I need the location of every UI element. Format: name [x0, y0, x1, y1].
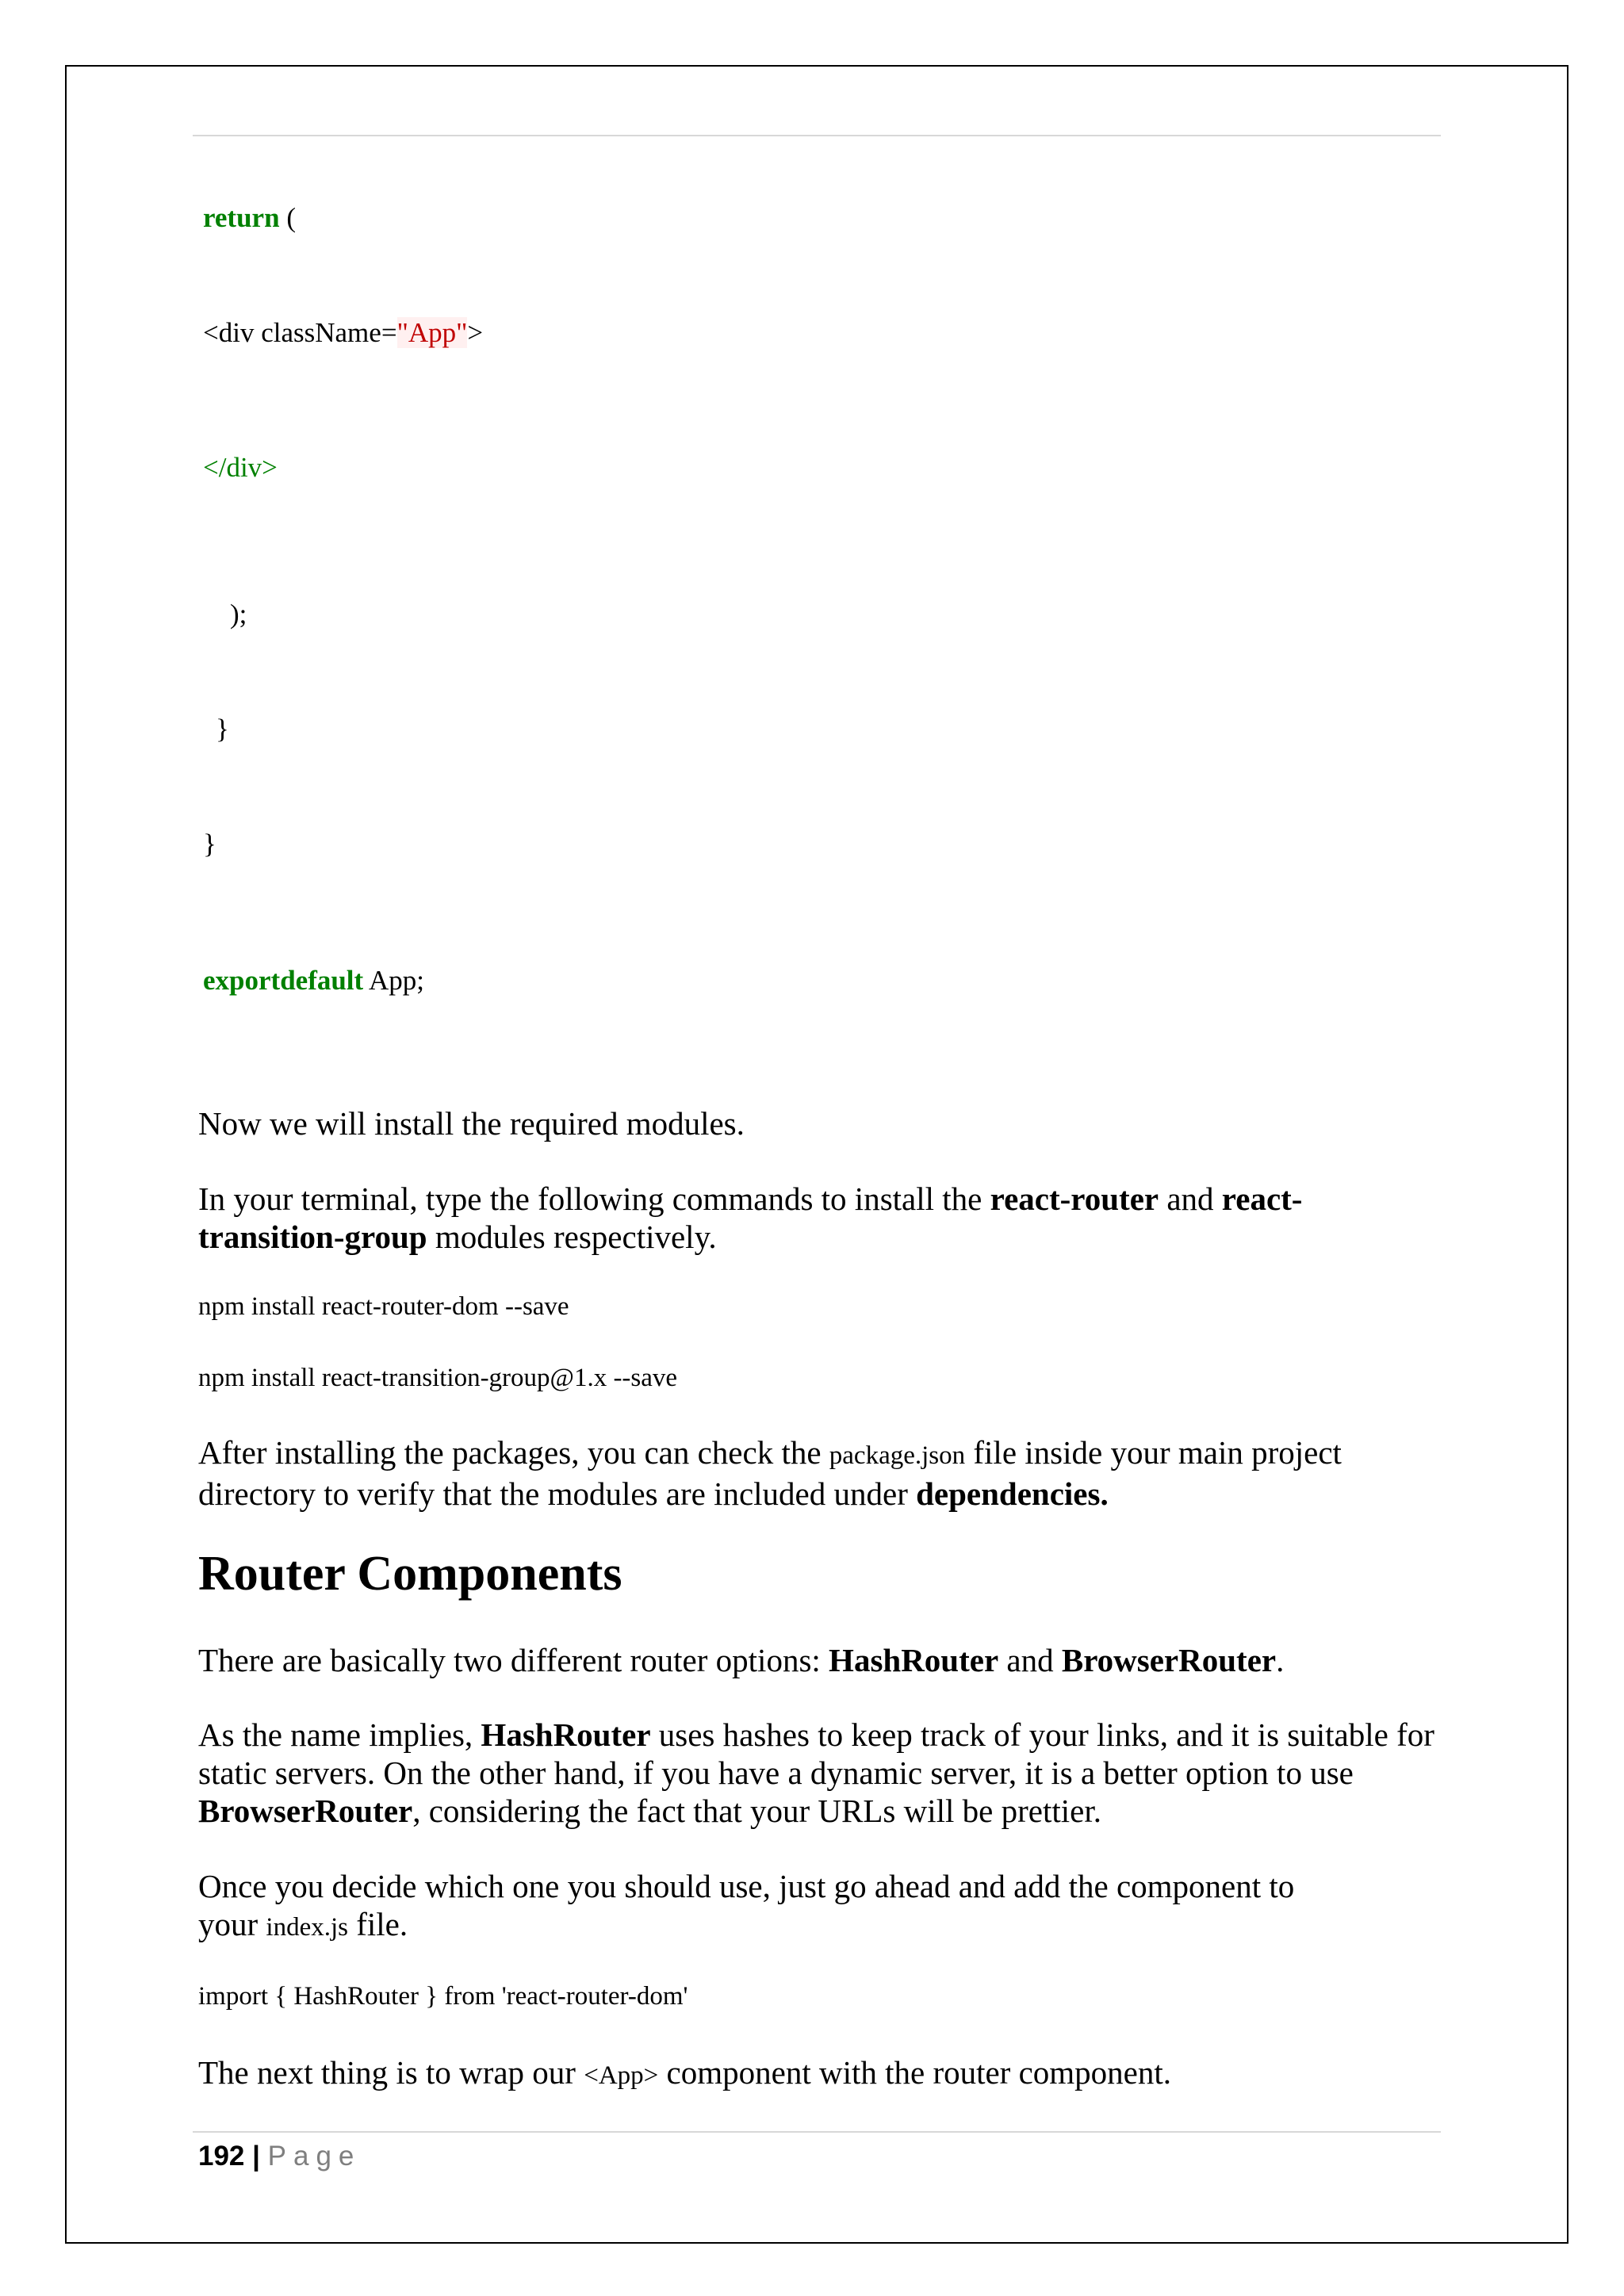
code-line-return: return ( — [203, 202, 296, 233]
paragraph-wrap-app: The next thing is to wrap our <App> component with the router component. — [198, 2054, 1172, 2091]
code-line-div-close: </div> — [203, 452, 278, 483]
paragraph-install-intro: Now we will install the required modules. — [198, 1105, 745, 1142]
header-rule — [193, 135, 1441, 136]
code-line-close-brace-2: } — [203, 828, 216, 859]
code-line-div-open: <div className="App"> — [203, 317, 484, 348]
page-number: 192 — [198, 2141, 245, 2172]
code-line-close-brace-1: } — [216, 714, 229, 744]
paragraph-router-options: There are basically two different router options: HashRouter and BrowserRouter. — [198, 1642, 1285, 1678]
paragraph-hashrouter: As the name implies, HashRouter uses hashes to keep track of your links, and it is suitable for static servers. On the other hand, if you have a dynamic server, it is a better option to use BrowserRouter, considering the fact that your URLs will be prettier. — [198, 1716, 1434, 1829]
page-footer: 192 | Page — [198, 2141, 362, 2172]
code-line-close-paren: ); — [230, 599, 247, 629]
paragraph-add-component: Once you decide which one you should use, just go ahead and add the component to your index.js file. — [198, 1868, 1295, 1942]
section-heading: Router Components — [198, 1547, 622, 1601]
code-import-hashrouter: import { HashRouter } from 'react-router-dom' — [198, 1982, 688, 2011]
command-install-transition: npm install react-transition-group@1.x --save — [198, 1364, 678, 1392]
command-install-router: npm install react-router-dom --save — [198, 1292, 569, 1321]
paragraph-terminal: In your terminal, type the following commands to install the react-router and react-transition-group modules respectively. — [198, 1181, 1303, 1255]
code-line-export: exportdefault App; — [203, 965, 425, 996]
paragraph-package-json: After installing the packages, you can check the package.json file inside your main project directory to verify that the modules are included under dependencies. — [198, 1434, 1342, 1512]
page-label: Page — [267, 2141, 362, 2172]
footer-rule — [193, 2131, 1441, 2133]
